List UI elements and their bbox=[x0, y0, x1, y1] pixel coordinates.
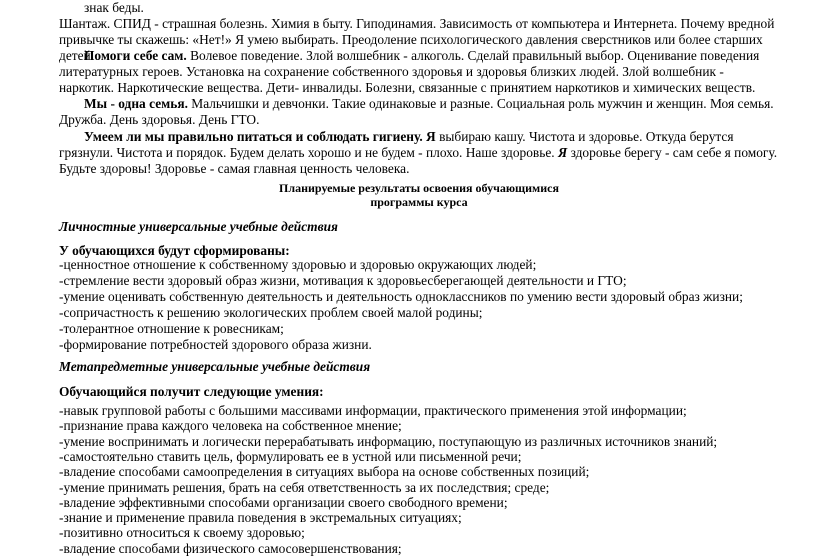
personal-subheading: У обучающихся будут сформированы: bbox=[59, 243, 290, 258]
list-item: -стремление вести здоровый образ жизни, мотивация к здоровьесберегающей деятельности и ГТО; bbox=[59, 273, 627, 288]
list-item: -владение эффективными способами организации своего свободного времени; bbox=[59, 494, 508, 510]
paragraph-2-text: Волевое поведение. Злой волшебник - алкоголь. Сделай правильный выбор. Оценивание поведения литературных героев. Установка на сохранение собственного здоровья и здоровья близких людей. Злой волшебник - наркотик. Наркотические вещества. Дети- инвалиды. Болезни, связанные с принятием наркотиков и химических веществ. bbox=[59, 48, 760, 95]
list-item: -умение воспринимать и логически перерабатывать информацию, поступающую из различных источников знаний; bbox=[59, 433, 718, 449]
intro-paragraph-1: Шантаж. СПИД - страшная болезнь. Химия в быту. Гиподинамия. Зависимость от компьютера и Интернета. Почему вредной привычке ты скажешь: «Нет!» Я умею выбирать. Преодоление психологического давления сверстников или более старших детей. bbox=[59, 16, 775, 63]
meta-heading: Метапредметные универсальные учебные действия bbox=[59, 359, 371, 374]
list-item: -умение оценивать собственную деятельность и деятельность одноклассников по умению вести здоровый образ жизни; bbox=[59, 289, 743, 304]
list-item: -сопричастность к решению экологических проблем своей малой родины; bbox=[59, 305, 483, 320]
personal-heading: Личностные универсальные учебные действия bbox=[59, 219, 338, 234]
paragraph-4-text-1: выбираю кашу. Чистота и здоровье. Откуда берутся грязнули. Чистота и порядок. Будем делать хорошо и не будем - плохо. Наше здоровье. bbox=[59, 129, 734, 160]
list-item: -умение принимать решения, брать на себя ответственность за их последствия; среде; bbox=[59, 479, 550, 495]
list-item: -формирование потребностей здорового образа жизни. bbox=[59, 337, 372, 352]
results-title-line-1: Планируемые результаты освоения обучающимися bbox=[279, 181, 559, 195]
paragraph-3-text: Мальчишки и девчонки. Такие одинаковые и разные. Социальная роль мужчин и женщин. Моя семья. Дружба. День здоровья. День ГТО. bbox=[59, 96, 774, 127]
list-item: -знание и применение правила поведения в экстремальных ситуациях; bbox=[59, 510, 462, 526]
list-item: -ценностное отношение к собственному здоровью и здоровью окружающих людей; bbox=[59, 257, 537, 272]
paragraph-3-heading: Мы - одна семья. bbox=[84, 96, 188, 111]
list-item: -признание права каждого человека на собственное мнение; bbox=[59, 418, 402, 434]
intro-paragraph-2 bbox=[59, 48, 779, 96]
list-item: -владение способами физического самосовершенствования; bbox=[59, 540, 402, 556]
list-item: -позитивно относиться к своему здоровью; bbox=[59, 525, 305, 541]
results-title-line-2: программы курса bbox=[370, 195, 468, 209]
list-item: -самостоятельно ставить цель, формулировать ее в устной или письменной речи; bbox=[59, 448, 522, 464]
intro-paragraph-3 bbox=[59, 96, 779, 128]
list-item: -владение способами самоопределения в ситуациях выбора на основе собственных позиций; bbox=[59, 464, 590, 480]
list-item: -навык групповой работы с большими массивами информации, практического применения этой информации; bbox=[59, 403, 687, 418]
meta-subheading: Обучающийся получит следующие умения: bbox=[59, 384, 324, 399]
list-item: -толерантное отношение к ровесникам; bbox=[59, 321, 284, 336]
intro-line-0: знак беды. bbox=[84, 0, 144, 15]
paragraph-4-text-2: здоровье берегу - сам себе я помогу. Будьте здоровы! Здоровье - самая главная ценность человека. bbox=[59, 145, 778, 176]
intro-paragraph-4 bbox=[59, 129, 779, 177]
paragraph-4-ya: Я bbox=[557, 145, 568, 160]
paragraph-4-heading: Умеем ли мы правильно питаться и соблюдать гигиену. Я bbox=[84, 129, 436, 144]
paragraph-2-heading: Помоги себе сам. bbox=[84, 48, 187, 63]
